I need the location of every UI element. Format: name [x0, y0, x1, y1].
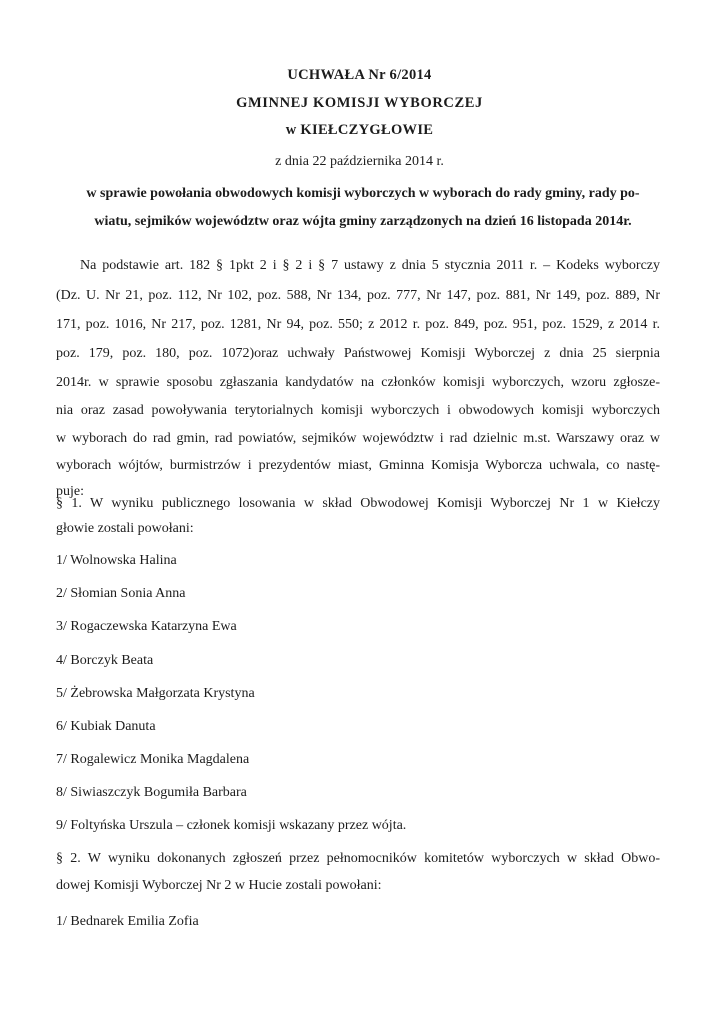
list-item: 6/ Kubiak Danuta: [56, 719, 156, 734]
section-1-line: głowie zostali powołani:: [56, 521, 194, 536]
list-item: 1/ Bednarek Emilia Zofia: [56, 914, 199, 929]
list-item: 9/ Foltyńska Urszula – członek komisji wskazany przez wójta.: [56, 818, 407, 833]
list-item: 8/ Siwiaszczyk Bogumiła Barbara: [56, 785, 247, 800]
preamble-line: Na podstawie art. 182 § 1pkt 2 i § 2 i § 7 ustawy z dnia 5 stycznia 2011 r. – Kodeks wyborczy: [80, 258, 660, 273]
subject-line: w sprawie powołania obwodowych komisji wyborczych w wyborach do rady gminy, rady po-: [86, 186, 640, 201]
preamble-line: poz. 179, poz. 180, poz. 1072)oraz uchwały Państwowej Komisji Wyborczej z dnia 25 sierpnia: [56, 346, 660, 361]
resolution-title: UCHWAŁA Nr 6/2014: [287, 67, 432, 83]
preamble-line: 171, poz. 1016, Nr 217, poz. 1281, Nr 94, poz. 550; z 2012 r. poz. 849, poz. 951, poz. 1529, z 2014 r.: [56, 317, 660, 332]
section-2-line: § 2. W wyniku dokonanych zgłoszeń przez pełnomocników komitetów wyborczych w skład Obwo-: [56, 851, 660, 866]
commission-name: GMINNEJ KOMISJI WYBORCZEJ: [236, 95, 483, 111]
commission-location: w KIEŁCZYGŁOWIE: [285, 122, 434, 138]
list-item: 3/ Rogaczewska Katarzyna Ewa: [56, 619, 237, 634]
list-item: 4/ Borczyk Beata: [56, 653, 154, 668]
section-2-line: dowej Komisji Wyborczej Nr 2 w Hucie zostali powołani:: [56, 878, 382, 893]
list-item: 2/ Słomian Sonia Anna: [56, 586, 186, 601]
preamble-line: wyborach wójtów, burmistrzów i prezydentów miast, Gminna Komisja Wyborcza uchwala, co nastę-: [56, 458, 660, 473]
list-item: 5/ Żebrowska Małgorzata Krystyna: [56, 686, 255, 701]
preamble-line: w wyborach do rad gmin, rad powiatów, sejmików województw i rad dzielnic m.st. Warszawy oraz w: [56, 431, 660, 446]
preamble-line: (Dz. U. Nr 21, poz. 112, Nr 102, poz. 588, Nr 134, poz. 777, Nr 147, poz. 881, Nr 149, poz. 889, Nr: [56, 288, 660, 303]
preamble-line: 2014r. w sprawie sposobu zgłaszania kandydatów na członków komisji wyborczych, wzoru zgłosze-: [56, 375, 660, 390]
resolution-date: z dnia 22 października 2014 r.: [275, 154, 444, 169]
list-item: 7/ Rogalewicz Monika Magdalena: [56, 752, 250, 767]
preamble-line: nia oraz zasad powoływania terytorialnych komisji wyborczych i obwodowych komisji wyborczych: [56, 403, 660, 418]
subject-line: wiatu, sejmików województw oraz wójta gminy zarządzonych na dzień 16 listopada 2014r.: [94, 214, 632, 229]
list-item: 1/ Wolnowska Halina: [56, 553, 177, 568]
resolution-subject: [48, 180, 678, 236]
section-1-line: § 1. W wyniku publicznego losowania w skład Obwodowej Komisji Wyborczej Nr 1 w Kiełczy: [56, 496, 660, 511]
preamble-line: puje:: [56, 484, 84, 499]
